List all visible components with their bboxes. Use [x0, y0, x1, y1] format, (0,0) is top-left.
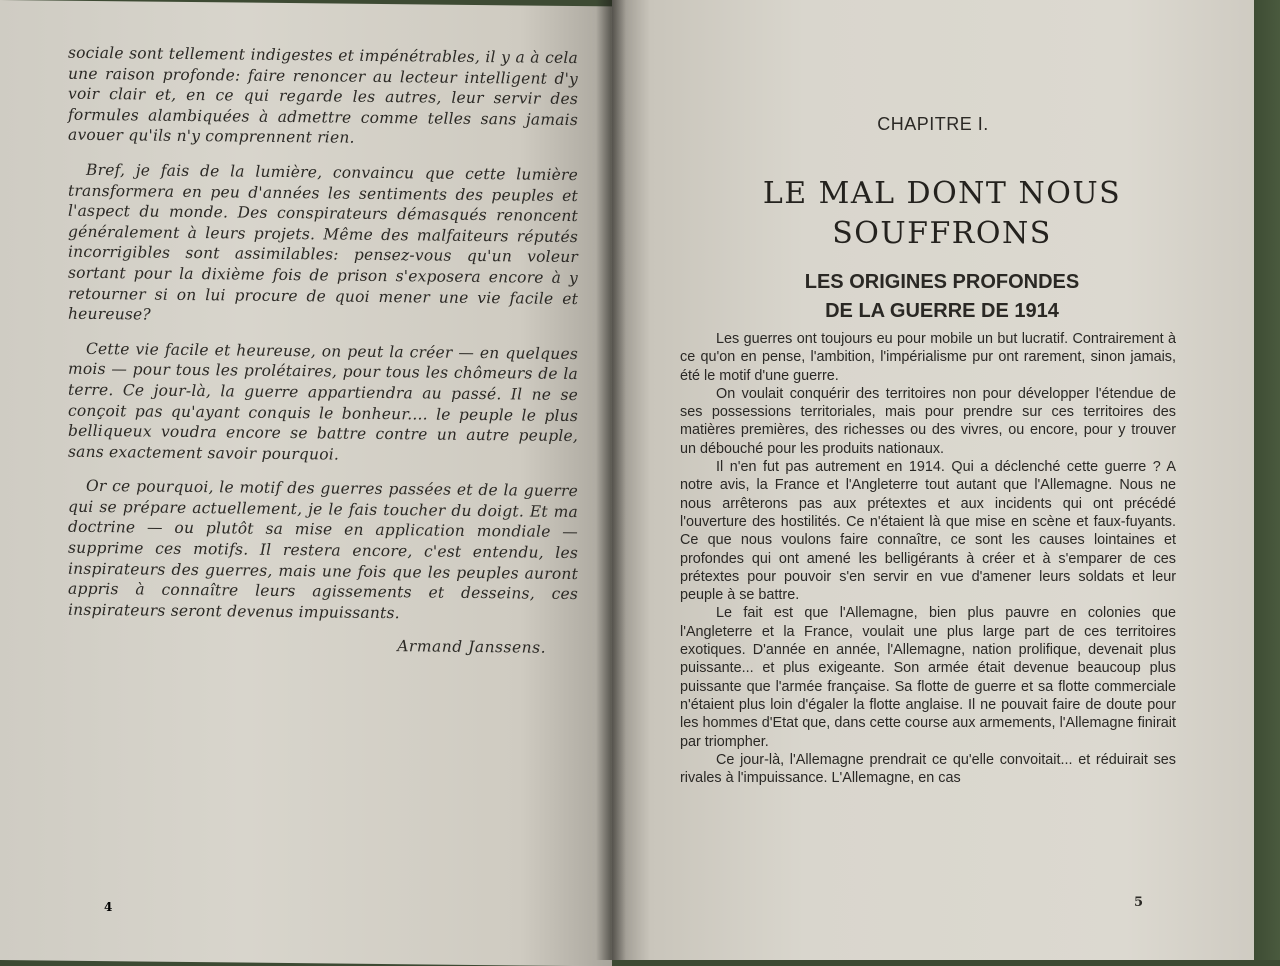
author-signature: Armand Janssens.	[397, 637, 546, 658]
left-page	[0, 0, 612, 966]
chapter-title	[702, 174, 1182, 254]
left-page-number: 4	[104, 900, 113, 914]
section-subtitle-line: DE LA GUERRE DE 1914	[825, 300, 1059, 322]
book-gutter	[596, 0, 626, 960]
left-paragraph: Cette vie facile et heureuse, on peut la créer — en quelques mois — pour tous les prolétaires, pour tous les chômeurs de la terre. Ce jour-là, la guerre appartiendra au passé. Il ne se conçoit pas qu'ayant conquis le bonheur.... le peuple le plus belliqueux voudra encore se battre contre un autre peuple, sans exactement savoir pourquoi.	[68, 339, 578, 464]
body-paragraph: Le fait est que l'Allemagne, bien plus pauvre en colonies que l'Angleterre et la France, voulait une plus large part de ces territoires exotiques. D'année en année, l'Allemagne, nation prolifique, devenait plus puissante... et plus exigeante. Son armée était devenue beaucoup plus puissante que l'armée française. Sa flotte de guerre et sa flotte commerciale n'étaient plus loin d'égaler la flotte anglaise. Il ne pouvait faire de doute pour les hommes d'Etat que, dans cette course aux armements, l'Allemagne finirait par triompher.	[680, 605, 1176, 750]
section-subtitle-line: LES ORIGINES PROFONDES	[804, 271, 1080, 293]
left-paragraph: sociale sont tellement indigestes et impénétrables, il y a à cela une raison profonde: faire renoncer au lecteur intelligent d'y voir clair et, en ce qui regarde les autres, leur servir des formules alambiquées à admettre comme telles sans jamais avouer qu'ils n'y comprennent rien.	[68, 43, 578, 148]
chapter-heading: CHAPITRE I.	[877, 114, 989, 134]
chapter-title-line: SOUFFRONS	[832, 216, 1052, 251]
section-subtitle	[702, 268, 1182, 326]
right-page-number: 5	[1134, 895, 1144, 910]
chapter-body	[680, 330, 1176, 787]
body-paragraph: Ce jour-là, l'Allemagne prendrait ce qu'elle convoitait... et réduirait ses rivales à l'impuissance. L'Allemagne, en cas	[680, 751, 1176, 787]
body-paragraph: Les guerres ont toujours eu pour mobile un but lucratif. Contrairement à ce qu'on en pense, l'ambition, l'impérialisme pur ont rarement, sinon jamais, été le motif d'une guerre.	[680, 331, 1176, 384]
left-paragraph: Or ce pourquoi, le motif des guerres passées et de la guerre qui se prépare actuellement, je le fais toucher du doigt. Et ma doctrine — ou plutôt sa mise en application mondiale — supprime ces motifs. Il restera encore, c'est entendu, les inspirateurs des guerres, mais une fois que les peuples auront appris à connaître leurs agissements et desseins, ces inspirateurs seront devenus impuissants.	[68, 477, 578, 623]
chapter-title-line: LE MAL DONT NOUS	[762, 176, 1122, 211]
body-paragraph: On voulait conquérir des territoires non pour développer l'étendue de ses possessions territoriales, mais pour prendre sur ces territoires des matières premières, des richesses ou des vivres, ou encore, pour y trouver un débouché pour les produits nationaux.	[680, 385, 1176, 457]
body-paragraph: Il n'en fut pas autrement en 1914. Qui a déclenché cette guerre ? A notre avis, la France et l'Angleterre tout autant que l'Allemagne. Nous ne nous arrêterons pas aux prétextes et aux incidents qui ont précédé l'ouverture des hostilités. Ce n'étaient là que mise en scène et faux-fuyants. Ce que nous voulons faire connaître, ce sont les causes lointaines et profondes qui ont amené les belligérants à créer et à s'emparer de ces prétextes pour pouvoir s'en servir en vue d'amener leurs soldats et leur peuple à se battre.	[680, 459, 1176, 604]
right-page	[612, 0, 1254, 960]
left-paragraph: Bref, je fais de la lumière, convaincu que cette lumière transformera en peu d'années les sentiments des peuples et l'aspect du monde. Des conspirateurs démasqués renoncent généralement à leurs projets. Même des malfaiteurs réputés incorrigibles sont assimilables: pensez-vous qu'un voleur sortant pour la dixième fois de prison s'exposera encore à y retourner si on lui procure de quoi mener une vie facile et heureuse?	[68, 160, 578, 324]
